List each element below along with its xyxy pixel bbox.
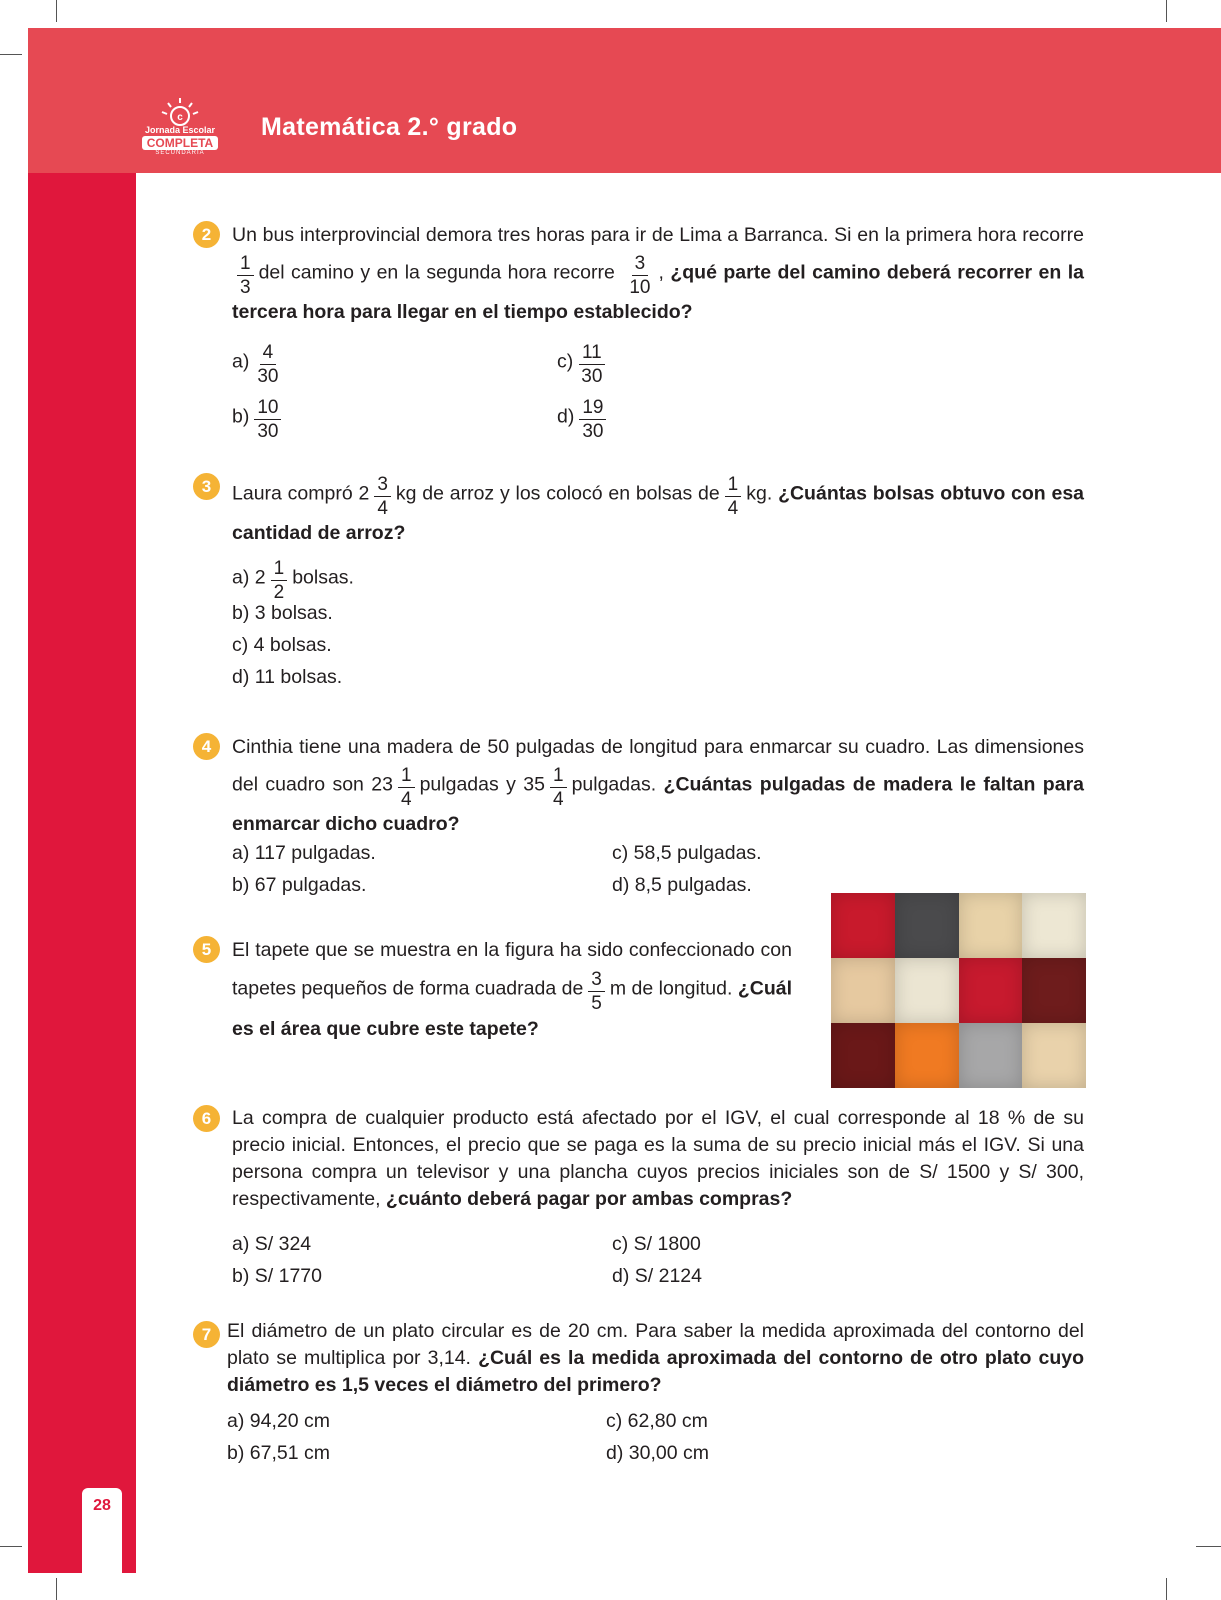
logo-bottom-text: SECUNDARIA xyxy=(155,150,205,156)
rug-tile xyxy=(1022,893,1086,958)
fraction: $\frac{1}{3}$ xyxy=(237,254,254,297)
rug-image xyxy=(831,893,1086,1088)
side-band xyxy=(28,173,136,1573)
rug-tile xyxy=(895,1023,959,1088)
rug-tile xyxy=(959,958,1023,1023)
option-2a: a) $\frac{4}{30}$ xyxy=(232,342,279,387)
rug-tile xyxy=(831,893,895,958)
question-3: Laura compró 2 $\frac{3}{4}$ kg de arroz y los colocó en bolsas de $\frac{1}{4}$ kg. ¿Cuántas bolsas obtuvo con esa cantidad de arroz? xyxy=(232,474,1085,544)
rug-tile xyxy=(1022,1023,1086,1088)
crop-mark xyxy=(1166,0,1167,22)
rug-tile xyxy=(831,958,895,1023)
rug-tile xyxy=(959,893,1023,958)
page-number: 28 xyxy=(93,1497,111,1514)
option-4d: d) 8,5 pulgadas. xyxy=(612,874,752,896)
question-number-4: 4 xyxy=(193,733,220,760)
fraction: $\frac{3}{10}$ xyxy=(629,253,651,298)
rug-tile xyxy=(959,1023,1023,1088)
option-3d: d) 11 bolsas. xyxy=(232,666,343,688)
question-6: La compra de cualquier producto está afectado por el IGV, el cual corresponde al 18 % de su precio inicial. Entonces, el precio que se paga es la suma de su precio inicial más el IGV. Si una persona compra un televisor y una plancha cuyos precios iniciales son de S/ 1500 y S/ 300, respectivamente, ¿cuánto deberá pagar por ambas compras? xyxy=(232,1107,1084,1210)
option-6b: b) S/ 1770 xyxy=(232,1265,322,1287)
rug-tile xyxy=(1022,958,1086,1023)
crop-mark xyxy=(1196,1546,1221,1547)
page-title: Matemática 2.° grado xyxy=(261,113,518,141)
question-number-3: 3 xyxy=(193,473,220,500)
option-3a: a) 2 $\frac{1}{2}$ bolsas. xyxy=(232,558,354,603)
option-7a: a) 94,20 cm xyxy=(227,1410,330,1432)
option-6c: c) S/ 1800 xyxy=(612,1233,701,1255)
option-6d: d) S/ 2124 xyxy=(612,1265,702,1287)
question-4: Cinthia tiene una madera de 50 pulgadas de longitud para enmarcar su cuadro. Las dimensiones del cuadro son 23 $\frac{1}{4}$ pulgadas y 35 $\frac{1}{4}$ pulgadas. ¿Cuántas pulgadas de madera le faltan para enmarcar dicho cuadro? xyxy=(232,736,1084,835)
option-4c: c) 58,5 pulgadas. xyxy=(612,842,762,864)
svg-text:c: c xyxy=(177,112,183,123)
option-6a: a) S/ 324 xyxy=(232,1233,312,1255)
crop-mark xyxy=(56,1578,57,1600)
rug-tile xyxy=(895,893,959,958)
question-5: El tapete que se muestra en la figura ha sido confeccionado con tapetes pequeños de forma cuadrada de $\frac{3}{5}$ m de longitud. ¿Cuál es el área que cubre este tapete? xyxy=(232,939,792,1040)
option-4b: b) 67 pulgadas. xyxy=(232,874,367,896)
option-2b: b) $\frac{10}{30}$ xyxy=(232,396,286,439)
rug-tile xyxy=(895,958,959,1023)
question-7: El diámetro de un plato circular es de 20 cm. Para saber la medida aproximada del contorno del plato se multiplica por 3,14. ¿Cuál es la medida aproximada del contorno de otro plato cuyo diámetro es 1,5 veces el diámetro del primero? xyxy=(227,1320,1084,1396)
crop-mark xyxy=(56,0,57,22)
question-number-7: 7 xyxy=(193,1321,220,1348)
option-3c: c) 4 bolsas. xyxy=(232,634,332,656)
option-2c: c) $\frac{11}{30}$ xyxy=(557,341,610,384)
crop-mark xyxy=(0,1546,22,1547)
jornada-completa-logo xyxy=(140,96,220,158)
option-2d: d) $\frac{19}{30}$ xyxy=(557,396,611,439)
question-2: Un bus interprovincial demora tres horas para ir de Lima a Barranca. Si en la primera hora recorre $\frac{1}{3}$ del camino y en la segunda hora recorre $\frac{3}{10}$ , ¿qué parte del camino deberá recorrer en la tercera hora para llegar en el tiempo establecido? xyxy=(232,224,1084,323)
logo-main-text: COMPLETA xyxy=(146,136,214,150)
crop-mark xyxy=(1166,1578,1167,1600)
crop-mark xyxy=(0,54,22,55)
rug-tile xyxy=(831,1023,895,1088)
option-7d: d) 30,00 cm xyxy=(606,1442,709,1464)
question-number-2: 2 xyxy=(193,221,220,248)
option-7b: b) 67,51 cm xyxy=(227,1442,330,1464)
option-4a: a) 117 pulgadas. xyxy=(232,842,376,864)
option-7c: c) 62,80 cm xyxy=(606,1410,708,1432)
logo-top-text: Jornada Escolar xyxy=(144,125,216,135)
question-number-5: 5 xyxy=(193,936,220,963)
option-3b: b) 3 bolsas. xyxy=(232,602,333,624)
question-number-6: 6 xyxy=(193,1105,220,1132)
